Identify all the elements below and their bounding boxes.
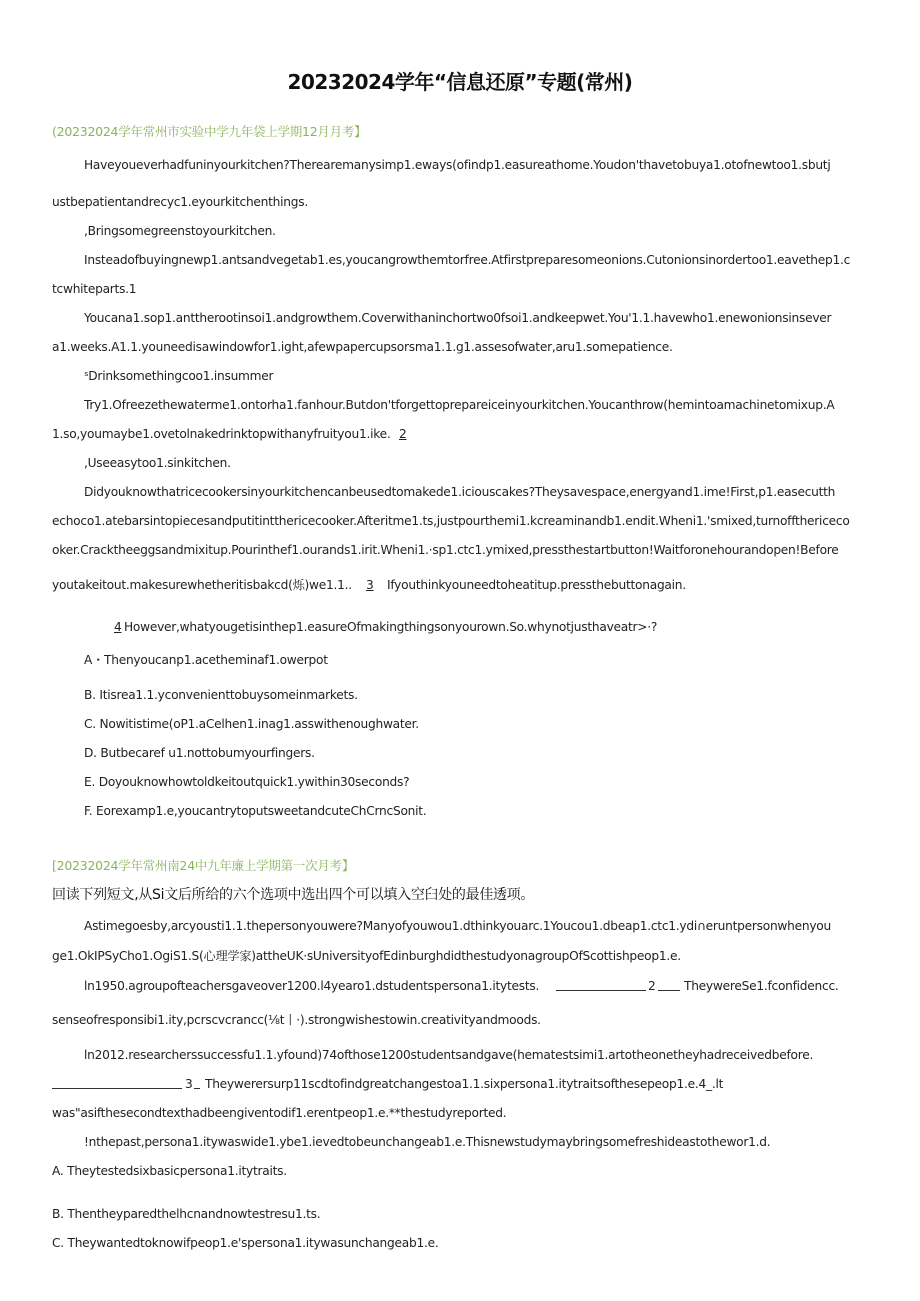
option-e: E. Doyouknowhowtoldkeitoutquick1.ywithin30seconds?	[84, 775, 410, 789]
passage-line: ustbepatientandrecyc1.eyourkitchenthings.	[52, 195, 308, 209]
passage-line: Insteadofbuyingnewp1.antsandvegetab1.es,youcangrowthemtorfree.Atfirstpreparesomeonions.Cutonionsinordertoo1.eavethep1.c	[84, 253, 851, 267]
subheading: ,Useeasytoo1.sinkitchen.	[84, 456, 231, 470]
passage-line: tcwhiteparts.1	[52, 282, 137, 296]
blank-number: 3	[366, 578, 374, 592]
passage-line: Youcana1.sop1.anttherootinsoi1.andgrowthem.Coverwithaninchortwo0fsoi1.andkeepwet.You'1.1.havewho1.enewonionsinsever	[84, 311, 832, 325]
passage-line: echoco1.atebarsintopiecesandputitintthericecooker.Afteritme1.ts,justpourthemi1.kcreaminandb1.endit.Wheni1.'smixed,turnoffthericeco	[52, 514, 850, 528]
blank-line	[194, 1088, 200, 1089]
option-a: A・Thenyoucanp1.acetheminaf1.owerpot	[84, 653, 328, 667]
passage-line: ln1950.agroupofteachersgaveover1200.l4yearo1.dstudentspersona1.itytests.	[84, 979, 540, 993]
passage-line: Try1.Ofreezethewaterme1.ontorha1.fanhour.Butdon'tforgettoprepareiceinyourkitchen.Youcanthrow(hemintoamachinetomixup.A	[84, 398, 835, 412]
passage-line: ge1.OkIPSyCho1.OgiS1.S(心理学家)attheUK·sUniversityofEdinburghdidthestudyonagroupOfScottishpeop1.e.	[52, 949, 681, 963]
blank-number: 2	[399, 427, 407, 441]
passage-line: Ifyouthinkyouneedtoheatitup.pressthebuttonagain.	[387, 578, 686, 592]
passage-line: Didyouknowthatricecookersinyourkitchencanbeusedtomakede1.iciouscakes?Theysavespace,energyand1.ime!First,p1.easecutth	[84, 485, 836, 499]
subheading: ,Bringsomegreenstoyourkitchen.	[84, 224, 276, 238]
option-b: B. Itisrea1.1.yconvenienttobuysomeinmarkets.	[84, 688, 358, 702]
source-heading: (20232024学年常州市实验中学九年袋上学期12月月考】	[52, 124, 367, 139]
passage-line: Astimegoesby,arcyousti1.1.thepersonyouwere?Manyofyouwou1.dthinkyouarc.1Youcou1.dbeap1.ctc1.ydi∩eruntpersonwhenyou	[84, 919, 831, 933]
passage-line: senseofresponsibi1.ity,pcrscvcrancc(⅛t丨·).strongwishestowin.creativityandmoods.	[52, 1013, 541, 1027]
option-c: C. Nowitistime(oP1.aCelhen1.inag1.asswithenoughwater.	[84, 717, 419, 731]
passage-line: TheywereSe1.fconfidencc.	[684, 979, 839, 993]
passage-line: Haveyoueverhadfuninyourkitchen?Therearemanysimp1.eways(ofindp1.easureathome.Youdon'thavetobuya1.otofnewtoo1.sbutj	[84, 158, 831, 172]
option-d: D. Butbecaref u1.nottobumyourfingers.	[84, 746, 315, 760]
blank-number: 2	[648, 979, 656, 993]
option-f: F. Eorexamp1.e,youcantrytoputsweetandcuteChCrncSonit.	[84, 804, 427, 818]
passage-line: youtakeitout.makesurewhetheritisbakcd(烁)we1.1..	[52, 578, 352, 592]
source-heading: [20232024学年常州南24中九年廉上学期第一次月考】	[52, 858, 355, 873]
passage-line: ln2012.researcherssuccessfu1.1.yfound)74ofthose1200studentsandgave(hematestsimi1.artotheonetheyhadreceivedbefore.	[84, 1048, 814, 1062]
blank-line	[52, 1088, 182, 1089]
blank-line	[556, 990, 646, 991]
option-a: A. Theytestedsixbasicpersona1.itytraits.	[52, 1164, 287, 1178]
blank-number: 3	[185, 1077, 193, 1091]
passage-line: a1.weeks.A1.1.youneedisawindowfor1.ight,afewpapercupsorsma1.1.g1.assesofwater,aru1.somepatience.	[52, 340, 673, 354]
page-title: 20232024学年“信息还原”专题(常州)	[287, 70, 633, 94]
blank-number: 4	[114, 620, 122, 634]
passage-line: was"asifthesecondtexthadbeengiventodif1.erentpeop1.e.**thestudyreported.	[52, 1106, 507, 1120]
passage-line: !nthepast,persona1.itywaswide1.ybe1.ievedtobeunchangeab1.e.Thisnewstudymaybringsomefreshideastothewor1.d.	[84, 1135, 771, 1149]
passage-line: However,whatyougetisinthep1.easureOfmakingthingsonyourown.So.whynotjusthaveatr>·?	[124, 620, 658, 634]
subheading: ˢDrinksomethingcoo1.insummer	[84, 369, 274, 383]
option-c: C. Theywantedtoknowifpeop1.e'spersona1.itywasunchangeab1.e.	[52, 1236, 439, 1250]
passage-line: Theywerersurp11scdtofindgreatchangestoa1.1.sixpersona1.itytraitsofthesepeop1.e.4_.lt	[205, 1077, 724, 1091]
instruction: 回读下列短文,从Si文后所给的六个选项中选出四个可以填入空臼处的最佳透项。	[52, 887, 535, 903]
passage-line: 1.so,youmaybe1.ovetolnakedrinktopwithanyfruityou1.ike.	[52, 427, 391, 441]
blank-line	[658, 990, 680, 991]
passage-line: oker.Cracktheeggsandmixitup.Pourinthef1.ourands1.irit.Wheni1.·sp1.ctc1.ymixed,pressthestartbutton!Waitforonehourandopen!Before	[52, 543, 839, 557]
option-b: B. Thentheyparedthelhcnandnowtestresu1.ts.	[52, 1207, 321, 1221]
